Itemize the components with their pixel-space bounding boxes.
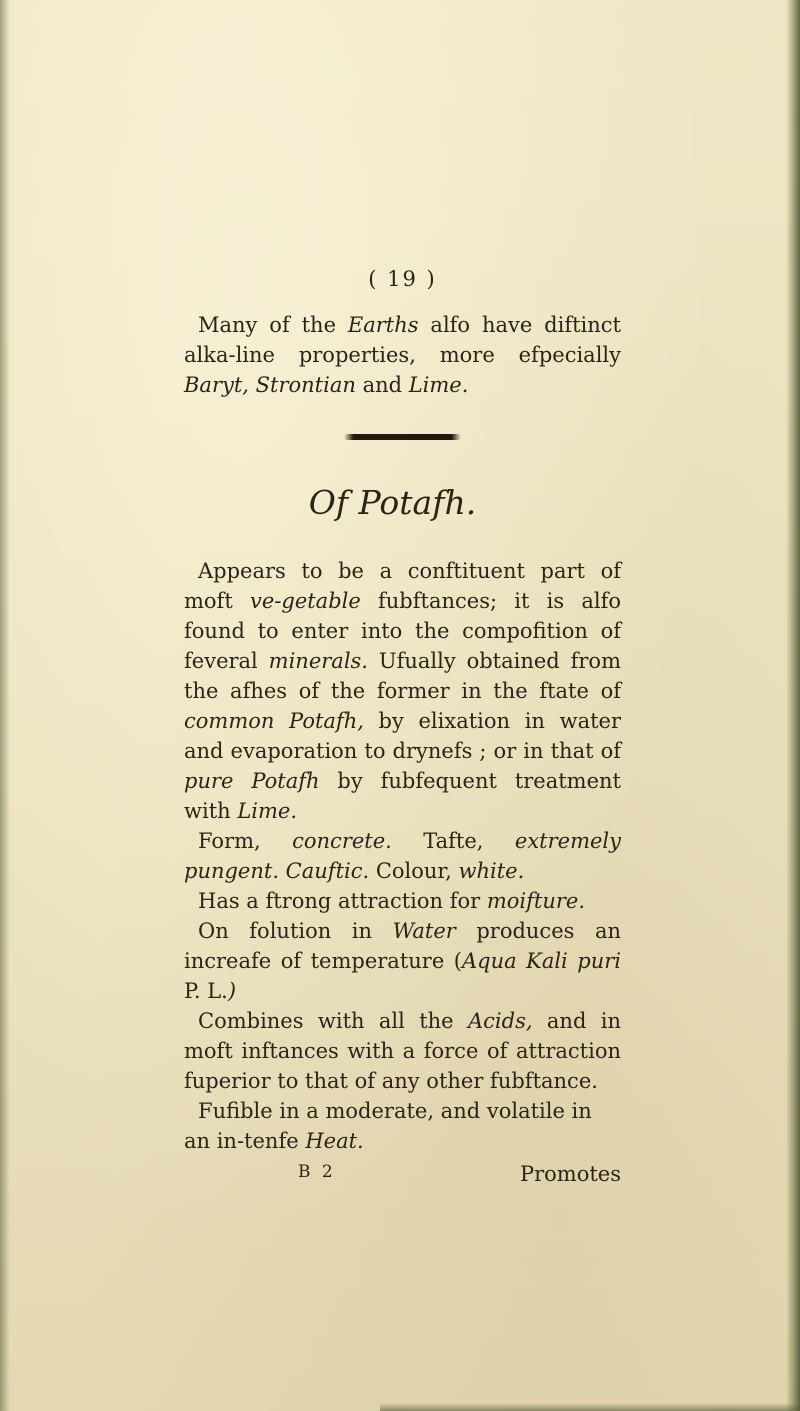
p3-italic-1: moifture. [486,889,586,913]
p2-italic-3: white. [458,859,525,883]
intro-text-1: Many of the [198,313,348,337]
p1-italic-5: Lime. [237,799,298,823]
signature-mark: B 2 [298,1162,336,1182]
text-block [184,262,621,1192]
section-heading: Of Potafh. [308,483,477,522]
p1-italic-2: minerals. [268,649,368,673]
p1-text-2: fubftances; it is alfo found to enter into the compofition of feveral [184,589,621,673]
p2-italic-1: concrete. [292,829,392,853]
p1-text-4: by elixation in water and evaporation to drynefs ; or in that of [184,709,621,763]
p3-text-1: Has a ftrong attraction for [198,889,487,913]
p6-text-1: Fufible in a moderate, and volatile in an in-tenfe [184,1099,592,1153]
intro-text-2: alfo have diftinct alka-line properties, more efpecially [184,313,621,367]
p5-text-1: Combines with all the [198,1009,468,1033]
p1-text-1: Appears to be a conftituent part of moft [184,559,621,613]
p4-text-3: P. L. [184,979,228,1003]
p2-italic-2: extremely pungent. Cauftic. [184,829,621,883]
p2-text-3: Colour, [369,859,459,883]
paragraph-heat [184,1096,621,1156]
intro-italic-2: Baryt, Strontian [184,373,356,397]
paragraph-form [184,826,621,886]
p1-text-5: by fubfequent treatment with [184,769,621,823]
p2-text-1: Form, [198,829,293,853]
section-divider-rule [344,434,461,440]
catchword: Promotes [519,1162,621,1186]
p1-italic-4: pure Potafh [184,769,320,793]
paragraph-appears [184,556,621,826]
page-footer [184,1162,621,1192]
p4-italic-4: ) [227,979,237,1003]
intro-italic-1: Earths [347,313,419,337]
page-edge-right [786,0,800,1411]
p1-italic-3: common Potafh, [184,709,364,733]
paragraph-acids [184,1006,621,1096]
p6-italic-1: Heat. [305,1129,364,1153]
intro-italic-3: Lime. [408,373,469,397]
paragraph-attraction [184,886,621,916]
p4-text-1: On folution in [198,919,393,943]
page-edge-left [0,0,10,1411]
p4-italic-1: Water [392,919,456,943]
intro-paragraph [184,310,621,400]
p4-text-2: produces an increafe of temperature ( [184,919,621,973]
page-number: ( 19 ) [368,267,437,291]
page-edge-bottom [380,1403,800,1411]
intro-text-3: and [355,373,409,397]
p1-text-3: Ufually obtained from the afhes of the former in the ftate of [184,649,621,703]
p4-italic-2: Aqua Kali puri [461,949,621,973]
p5-text-2: and in moft inftances with a force of attraction fuperior to that of any other fubftance. [184,1009,621,1093]
paragraph-solution [184,916,621,1006]
p1-italic-1: ve-getable [249,589,361,613]
p5-italic-1: Acids, [467,1009,533,1033]
p2-text-2: Tafte, [391,829,515,853]
